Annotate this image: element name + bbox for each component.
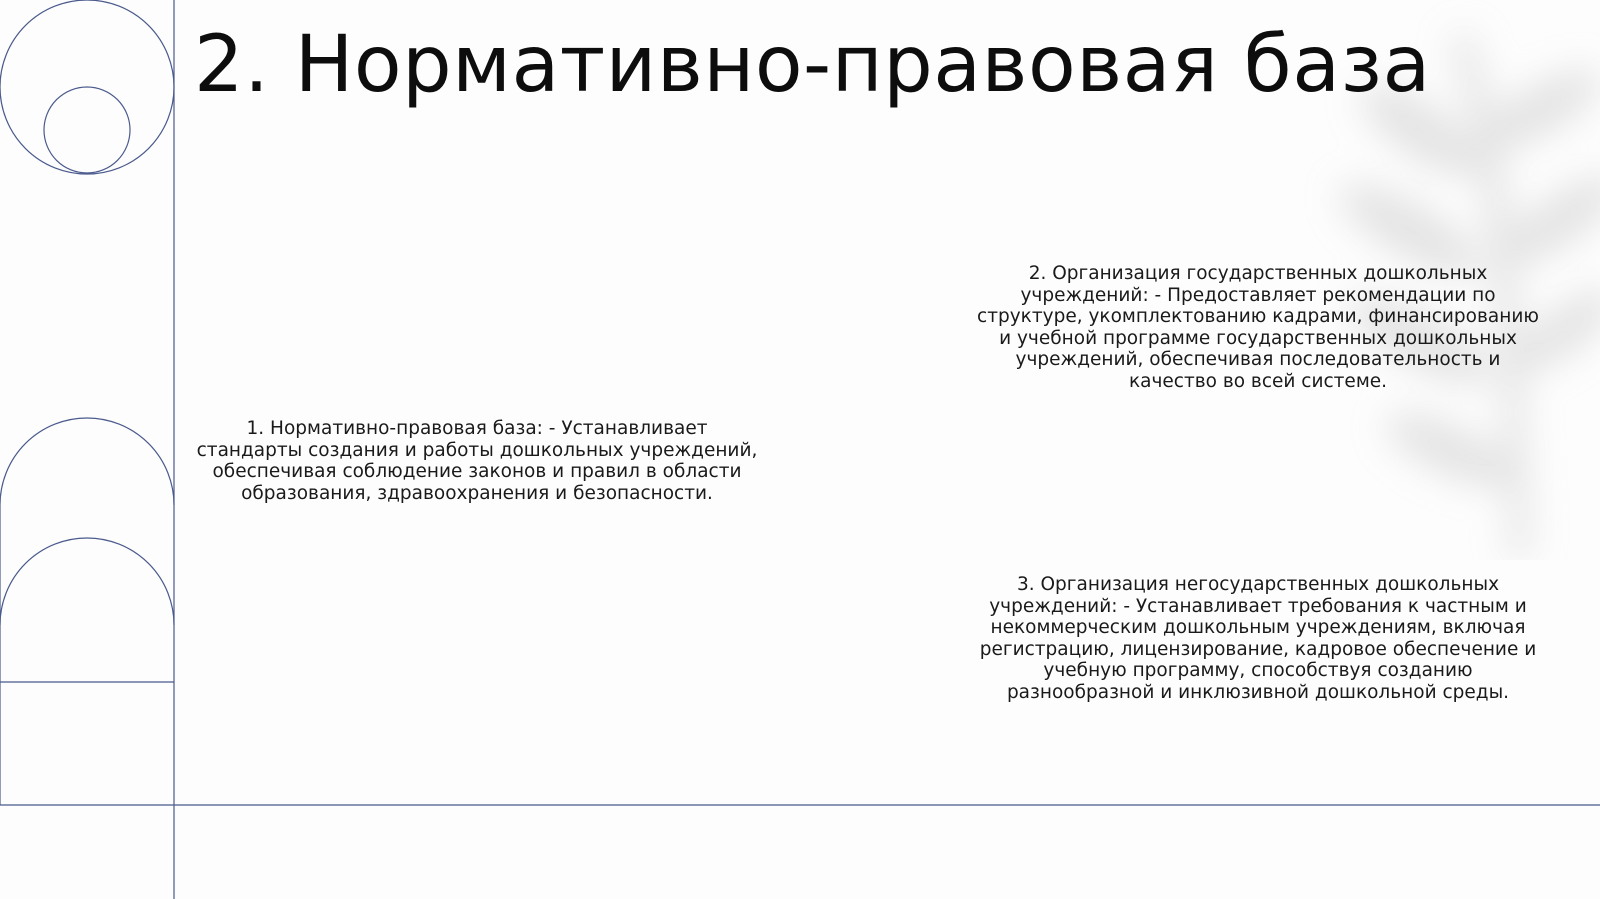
slide-title: 2. Нормативно-правовая база	[194, 20, 1431, 110]
text-block-regulatory-framework: 1. Нормативно-правовая база: - Устанавливает стандарты создания и работы дошкольных учреждений, обеспечивая соблюдение законов и правил в области образования, здравоохранения и безопасности.	[196, 418, 758, 504]
text-block-non-state-preschools: 3. Организация негосударственных дошкольных учреждений: - Устанавливает требования к частным и некоммерческим дошкольным учреждениям, включая регистрацию, лицензирование, кадровое обеспечение и учебную программу, способствуя созданию разнообразной и инклюзивной дошкольной среды.	[979, 574, 1537, 703]
text-block-state-preschools: 2. Организация государственных дошкольных учреждений: - Предоставляет рекомендации по структуре, укомплектованию кадрами, финансированию и учебной программе государственных дошкольных учреждений, обеспечивая последовательность и качество во всей системе.	[977, 263, 1539, 392]
